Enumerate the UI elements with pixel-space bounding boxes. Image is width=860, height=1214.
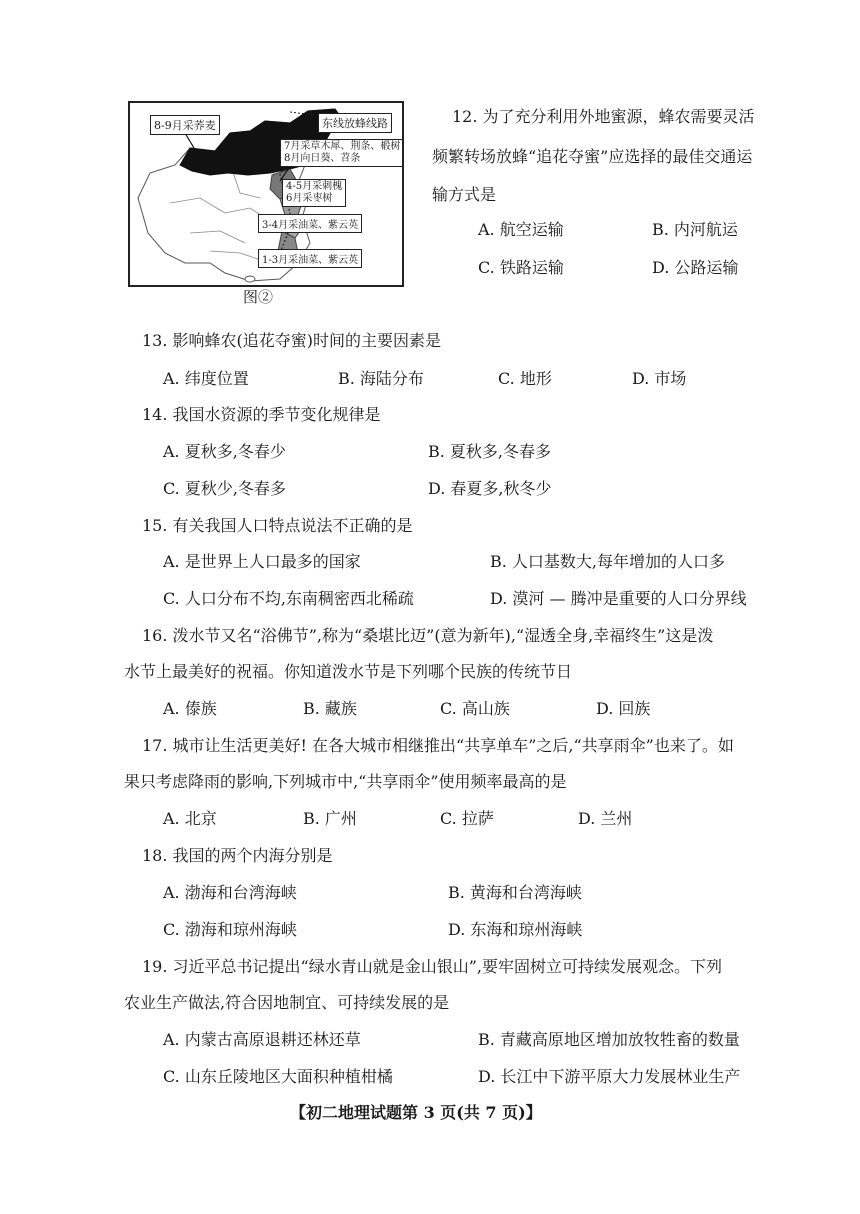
- q19-option-c[interactable]: C. 山东丘陵地区大面积种植柑橘: [163, 1067, 393, 1086]
- map-label-jan-march: 1-3月采油菜、紫云英: [258, 249, 362, 268]
- q19-line2: 农业生产做法,符合因地制宜、可持续发展的是: [124, 993, 450, 1012]
- q15-option-a[interactable]: A. 是世界上人口最多的国家: [163, 552, 361, 571]
- map-label-july: 7月采草木犀、荆条、椴树: [284, 141, 401, 152]
- q18-option-b[interactable]: B. 黄海和台湾海峡: [448, 883, 582, 902]
- q15-option-b[interactable]: B. 人口基数大,每年增加的人口多: [490, 552, 726, 571]
- q14-stem: 14. 我国水资源的季节变化规律是: [142, 405, 381, 424]
- map-label-buckwheat: 8-9月采荞麦: [150, 115, 220, 135]
- q14-option-c[interactable]: C. 夏秋少,冬春多: [163, 479, 286, 498]
- q12-option-d[interactable]: D. 公路运输: [652, 258, 739, 277]
- q19-option-a[interactable]: A. 内蒙古高原退耕还林还草: [163, 1030, 361, 1049]
- q15-stem: 15. 有关我国人口特点说法不正确的是: [142, 516, 413, 535]
- map-label-june: 6月采枣树: [286, 193, 333, 204]
- q16-option-d[interactable]: D. 回族: [596, 699, 651, 718]
- q12-line3: 输方式是: [432, 185, 497, 204]
- q17-line2: 果只考虑降雨的影响,下列城市中,“共享雨伞”使用频率最高的是: [124, 772, 567, 791]
- map-label-july-august: [280, 139, 404, 167]
- q15-option-d[interactable]: D. 漠河 — 腾冲是重要的人口分界线: [490, 589, 747, 608]
- q16-line1: 16. 泼水节又名“浴佛节”,称为“桑堪比迈”(意为新年),“湿透全身,幸福终生”这是泼: [142, 626, 714, 645]
- q16-option-b[interactable]: B. 藏族: [303, 699, 357, 718]
- q17-option-c[interactable]: C. 拉萨: [440, 809, 494, 828]
- figure-caption: 图②: [243, 288, 274, 306]
- q17-option-d[interactable]: D. 兰州: [578, 809, 633, 828]
- q16-option-a[interactable]: A. 傣族: [163, 699, 217, 718]
- map-label-august: 8月向日葵、苕条: [284, 153, 361, 164]
- china-bee-route-map: [128, 101, 404, 287]
- q18-option-c[interactable]: C. 渤海和琼州海峡: [163, 920, 297, 939]
- q16-line2: 水节上最美好的祝福。你知道泼水节是下列哪个民族的传统节日: [124, 662, 573, 681]
- q13-option-d[interactable]: D. 市场: [632, 369, 687, 388]
- map-label-march-april: 3-4月采油菜、紫云英: [258, 214, 362, 233]
- q19-line1: 19. 习近平总书记提出“绿水青山就是金山银山”,要牢固树立可持续发展观念。下列: [142, 957, 722, 976]
- q14-option-d[interactable]: D. 春夏多,秋冬少: [428, 479, 552, 498]
- q17-option-a[interactable]: A. 北京: [163, 809, 217, 828]
- q13-option-b[interactable]: B. 海陆分布: [338, 369, 424, 388]
- q15-option-c[interactable]: C. 人口分布不均,东南稠密西北稀疏: [163, 589, 414, 608]
- q19-option-b[interactable]: B. 青藏高原地区增加放牧牲畜的数量: [478, 1030, 740, 1049]
- q14-option-b[interactable]: B. 夏秋多,冬春多: [428, 442, 552, 461]
- q14-option-a[interactable]: A. 夏秋多,冬春少: [163, 442, 286, 461]
- q17-option-b[interactable]: B. 广州: [303, 809, 357, 828]
- map-label-april-june: [282, 179, 346, 207]
- q13-stem: 13. 影响蜂农(追花夺蜜)时间的主要因素是: [142, 331, 442, 350]
- q12-line1: 12. 为了充分利用外地蜜源，蜂农需要灵活: [452, 107, 755, 126]
- q13-option-a[interactable]: A. 纬度位置: [163, 369, 249, 388]
- q17-line1: 17. 城市让生活更美好! 在各大城市相继推出“共享单车”之后,“共享雨伞”也来了。如: [142, 736, 734, 755]
- q12-option-c[interactable]: C. 铁路运输: [478, 258, 564, 277]
- map-label-april: 4-5月采刺槐: [286, 181, 343, 192]
- q12-option-b[interactable]: B. 内河航运: [652, 220, 738, 239]
- q19-option-d[interactable]: D. 长江中下游平原大力发展林业生产: [478, 1067, 741, 1086]
- page-footer: 【初二地理试题第 3 页(共 7 页)】: [290, 1103, 542, 1122]
- map-label-east-route: 东线放蜂线路: [318, 113, 392, 133]
- q16-option-c[interactable]: C. 高山族: [440, 699, 510, 718]
- q12-option-a[interactable]: A. 航空运输: [478, 220, 564, 239]
- q18-option-a[interactable]: A. 渤海和台湾海峡: [163, 883, 297, 902]
- q12-line2: 频繁转场放蜂“追花夺蜜”应选择的最佳交通运: [432, 147, 753, 166]
- q13-option-c[interactable]: C. 地形: [498, 369, 552, 388]
- q18-stem: 18. 我国的两个内海分别是: [142, 846, 333, 865]
- q18-option-d[interactable]: D. 东海和琼州海峡: [448, 920, 583, 939]
